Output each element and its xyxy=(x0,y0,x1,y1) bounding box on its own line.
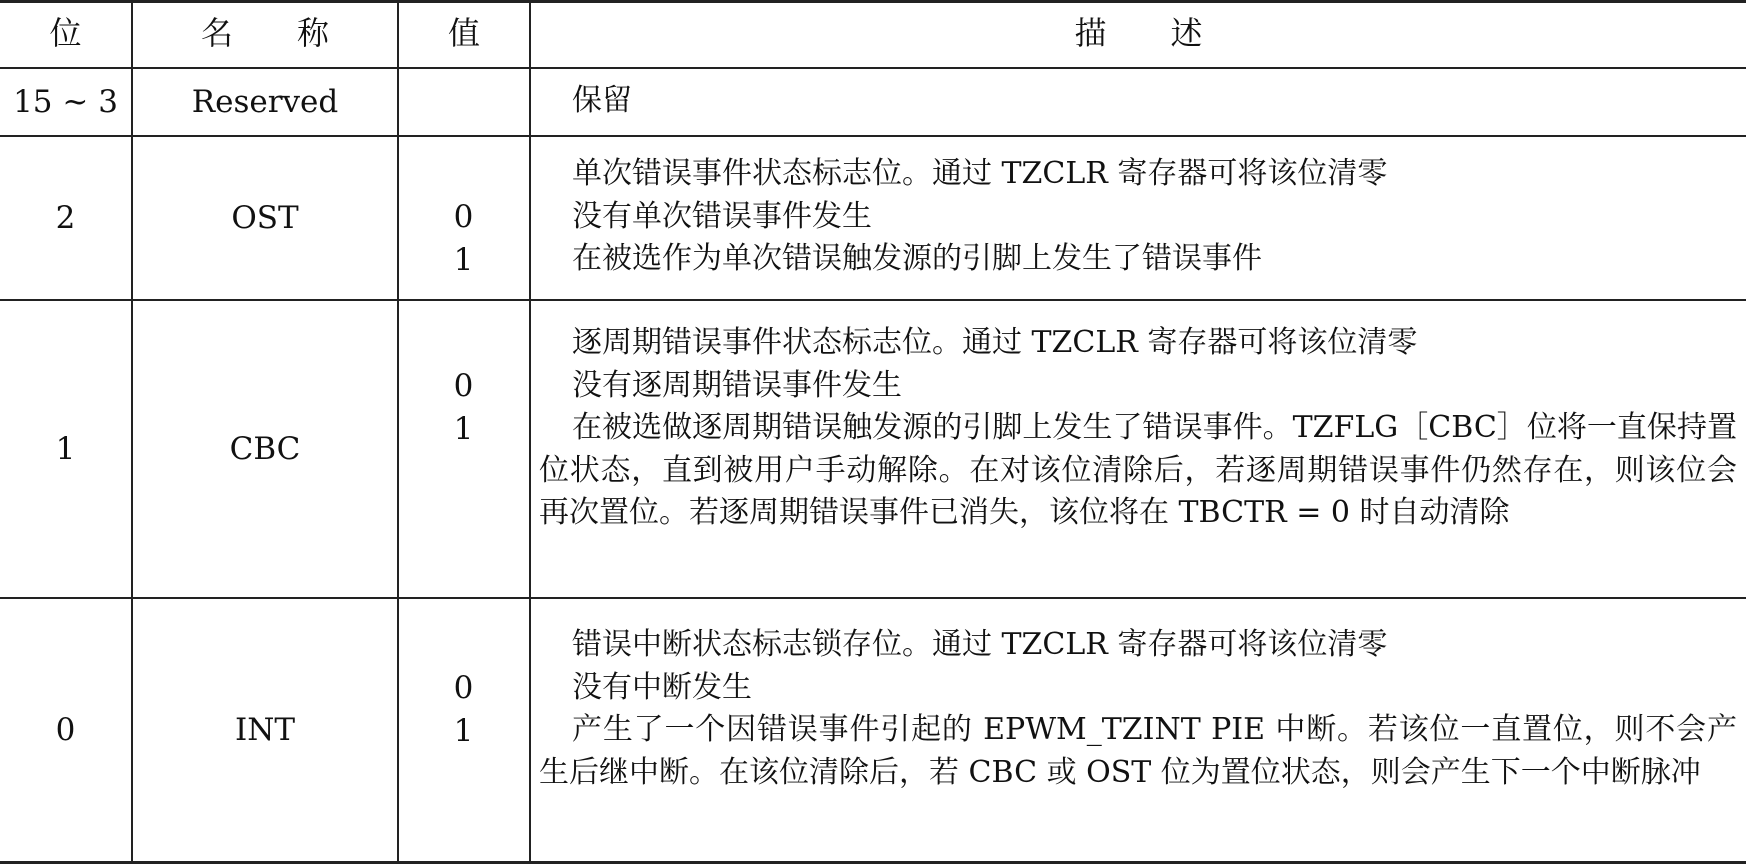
value-1: 1 xyxy=(453,713,474,749)
header-name: 名 称 xyxy=(200,14,329,52)
description-line: 没有逐周期错误事件发生 xyxy=(572,367,902,403)
cell-bit: 15 ~ 3 xyxy=(13,83,118,120)
cell-description xyxy=(539,80,1737,123)
description-line: 没有中断发生 xyxy=(572,669,752,705)
value-1: 1 xyxy=(453,242,474,278)
description-line: 产生了一个因错误事件引起的 EPWM_TZINT PIE 中断。若该位一直置位，则不会产生后继中断。在该位清除后，若 CBC 或 OST 位为置位状态，则会产生下一个中断脉冲 xyxy=(539,712,1737,790)
description-line: 保留 xyxy=(572,83,632,118)
cell-values xyxy=(397,365,530,451)
cell-bit: 1 xyxy=(55,430,76,467)
cell-name: Reserved xyxy=(191,83,339,120)
description-line: 逐周期错误事件状态标志位。通过 TZCLR 寄存器可将该位清零 xyxy=(572,325,1418,360)
header-description: 描 述 xyxy=(1074,14,1203,52)
cell-description xyxy=(539,322,1737,535)
value-0: 0 xyxy=(453,368,474,404)
description-line: 在被选作为单次错误触发源的引脚上发生了错误事件 xyxy=(572,241,1262,276)
table-bottom-rule xyxy=(0,861,1746,864)
description-line: 单次错误事件状态标志位。通过 TZCLR 寄存器可将该位清零 xyxy=(572,156,1388,191)
cell-name: CBC xyxy=(229,430,301,467)
description-line: 没有单次错误事件发生 xyxy=(572,198,872,234)
value-0: 0 xyxy=(453,199,474,235)
description-line: 在被选做逐周期错误触发源的引脚上发生了错误事件。TZFLG［CBC］位将一直保持置位状态，直到被用户手动解除。在对该位清除后，若逐周期错误事件仍然存在，则该位会再次置位。若逐周期错误事件已消失，该位将在 TBCTR = 0 时自动清除 xyxy=(539,410,1737,530)
cell-bit: 2 xyxy=(55,199,76,236)
header-bit: 位 xyxy=(49,14,82,52)
cell-name: INT xyxy=(234,711,296,748)
cell-description xyxy=(539,153,1737,281)
value-1: 1 xyxy=(453,411,474,447)
header-value: 值 xyxy=(447,14,480,52)
cell-name: OST xyxy=(231,199,299,236)
cell-bit: 0 xyxy=(55,711,76,748)
value-0: 0 xyxy=(453,670,474,706)
cell-description xyxy=(539,624,1737,794)
cell-values xyxy=(397,667,530,753)
cell-values xyxy=(397,196,530,282)
description-line: 错误中断状态标志锁存位。通过 TZCLR 寄存器可将该位清零 xyxy=(572,627,1388,662)
